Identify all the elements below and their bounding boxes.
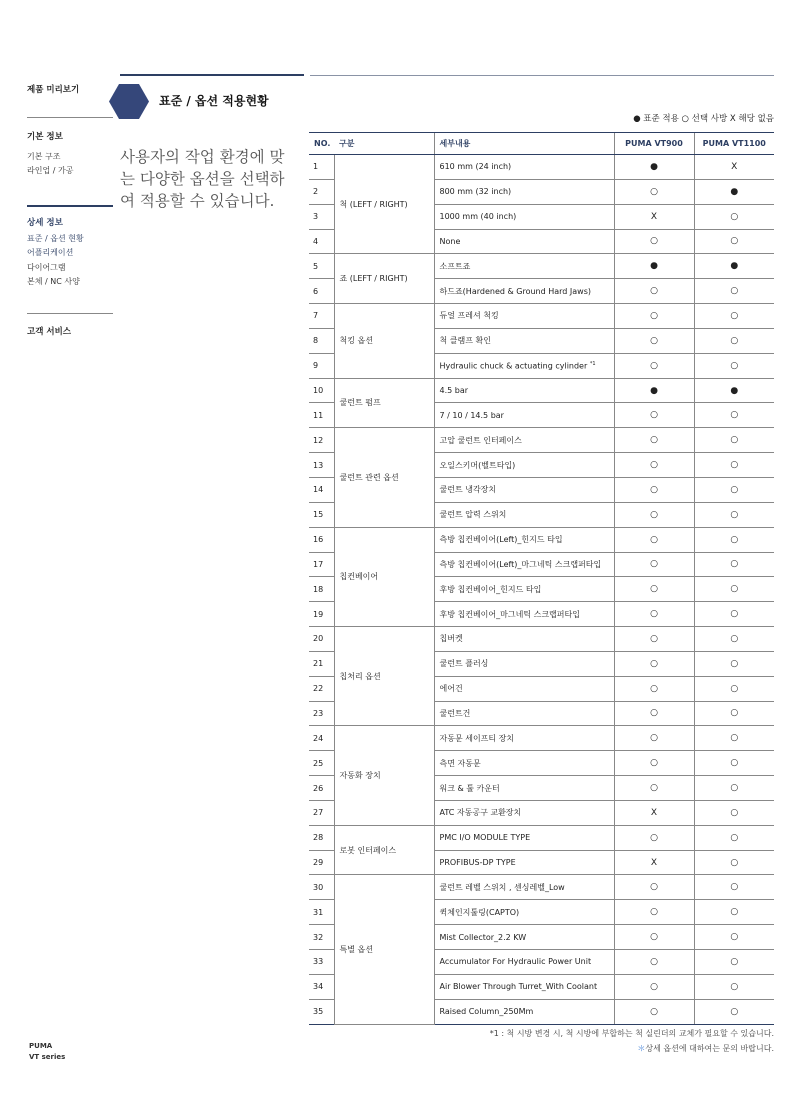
availability-vt1100: ○ xyxy=(694,403,774,428)
availability-vt900: ○ xyxy=(614,527,694,552)
row-detail xyxy=(434,825,614,850)
row-number: 23 xyxy=(309,701,334,726)
availability-vt900: ○ xyxy=(614,304,694,329)
row-category: 칩처리 옵션 xyxy=(334,627,434,726)
availability-vt900: ○ xyxy=(614,179,694,204)
row-detail xyxy=(434,279,614,304)
availability-vt1100: ○ xyxy=(694,974,774,999)
availability-vt1100: ○ xyxy=(694,825,774,850)
availability-vt900: ○ xyxy=(614,403,694,428)
row-number: 26 xyxy=(309,776,334,801)
row-category: 특별 옵션 xyxy=(334,875,434,1024)
legend: ● 표준 적용 ○ 선택 사방 X 해당 없음 xyxy=(633,114,774,124)
row-detail xyxy=(434,900,614,925)
row-number: 30 xyxy=(309,875,334,900)
row-detail-text: 1000 mm (40 inch) xyxy=(439,212,517,222)
table-row xyxy=(309,254,774,279)
row-detail-text: 고압 쿨런트 인터페이스 xyxy=(439,435,522,445)
row-detail-text: PROFIBUS-DP TYPE xyxy=(439,858,516,868)
availability-vt900: ○ xyxy=(614,751,694,776)
row-number: 6 xyxy=(309,279,334,304)
row-detail xyxy=(434,428,614,453)
availability-vt1100: ● xyxy=(694,179,774,204)
table-row xyxy=(309,527,774,552)
star-icon: ＊ xyxy=(637,1044,646,1053)
row-detail-text: 후방 칩컨베이어_힌지드 타입 xyxy=(439,584,542,594)
row-detail-text: Mist Collector_2.2 KW xyxy=(439,932,527,942)
table-row xyxy=(309,726,774,751)
row-detail xyxy=(434,726,614,751)
row-detail-text: 쿨런트 레벨 스위치 , 센싱레벨_Low xyxy=(439,882,565,892)
row-category: 죠 (LEFT / RIGHT) xyxy=(334,254,434,304)
row-category: 칩컨베이어 xyxy=(334,527,434,626)
row-number: 20 xyxy=(309,627,334,652)
row-number: 2 xyxy=(309,179,334,204)
availability-vt900: X xyxy=(614,800,694,825)
row-number: 21 xyxy=(309,651,334,676)
availability-vt900: ○ xyxy=(614,627,694,652)
row-detail xyxy=(434,602,614,627)
table-row xyxy=(309,428,774,453)
row-detail-text: Accumulator For Hydraulic Power Unit xyxy=(439,957,592,967)
row-detail-text: None xyxy=(439,236,461,246)
availability-vt900: ○ xyxy=(614,974,694,999)
row-detail xyxy=(434,477,614,502)
availability-vt900: ○ xyxy=(614,453,694,478)
row-detail-text: 측방 칩컨베이어(Left)_마그네틱 스크랩퍼타입 xyxy=(439,559,602,569)
row-detail-text: 쿨런트 냉각장치 xyxy=(439,485,497,495)
row-detail xyxy=(434,701,614,726)
table-row xyxy=(309,875,774,900)
sidebar-section-detail[interactable]: 상세 정보 xyxy=(27,218,63,228)
availability-vt1100: ○ xyxy=(694,552,774,577)
brand-name: PUMA xyxy=(29,1042,53,1050)
row-detail-text: 칩버켓 xyxy=(439,634,463,644)
sidebar-section-customer[interactable]: 고객 서비스 xyxy=(27,327,72,337)
row-detail xyxy=(434,751,614,776)
row-number: 32 xyxy=(309,925,334,950)
row-detail xyxy=(434,378,614,403)
availability-vt1100: ○ xyxy=(694,304,774,329)
row-number: 14 xyxy=(309,477,334,502)
availability-vt1100: ○ xyxy=(694,800,774,825)
availability-vt1100: ○ xyxy=(694,502,774,527)
availability-vt1100: ○ xyxy=(694,477,774,502)
availability-vt900: ○ xyxy=(614,502,694,527)
row-detail xyxy=(434,254,614,279)
availability-vt1100: ○ xyxy=(694,676,774,701)
row-detail xyxy=(434,502,614,527)
availability-vt1100: ○ xyxy=(694,875,774,900)
row-number: 34 xyxy=(309,974,334,999)
row-number: 19 xyxy=(309,602,334,627)
row-detail xyxy=(434,552,614,577)
availability-vt1100: ○ xyxy=(694,453,774,478)
row-detail xyxy=(434,229,614,254)
availability-vt900: ○ xyxy=(614,552,694,577)
availability-vt900: ○ xyxy=(614,701,694,726)
row-category: 쿨런트 펌프 xyxy=(334,378,434,428)
availability-vt1100: ○ xyxy=(694,229,774,254)
row-number: 28 xyxy=(309,825,334,850)
hexagon-icon xyxy=(109,84,149,119)
row-detail-text: 7 / 10 / 14.5 bar xyxy=(439,410,504,420)
availability-vt1100: ○ xyxy=(694,999,774,1024)
availability-vt1100: ○ xyxy=(694,428,774,453)
row-category: 로봇 인터페이스 xyxy=(334,825,434,875)
footnote-chuck: *1 : 척 시방 변경 시, 척 시방에 부합하는 척 실린더의 교체가 필요할 수 있습니다. xyxy=(489,1029,774,1038)
row-detail xyxy=(434,950,614,975)
row-number: 12 xyxy=(309,428,334,453)
header-detail: 세부내용 xyxy=(434,133,614,155)
availability-vt1100: X xyxy=(694,155,774,180)
row-detail-text: 하드죠(Hardened & Ground Hard Jaws) xyxy=(439,286,592,296)
row-detail xyxy=(434,627,614,652)
table-body xyxy=(309,155,774,1025)
availability-vt900: ○ xyxy=(614,602,694,627)
row-number: 9 xyxy=(309,353,334,378)
row-detail-text: 610 mm (24 inch) xyxy=(439,162,512,172)
row-detail-text: 소프트죠 xyxy=(439,261,471,271)
row-detail-text: 쿨런트 플러싱 xyxy=(439,659,489,669)
availability-vt900: ○ xyxy=(614,900,694,925)
header-no: NO. xyxy=(309,133,334,155)
sidebar-item-diagram[interactable]: 다이어그램 xyxy=(27,263,66,272)
availability-vt900: ○ xyxy=(614,875,694,900)
row-detail xyxy=(434,179,614,204)
page-title: 표준 / 옵션 적용현황 xyxy=(159,94,269,108)
availability-vt1100: ○ xyxy=(694,950,774,975)
row-category: 척 (LEFT / RIGHT) xyxy=(334,155,434,254)
row-detail xyxy=(434,155,614,180)
row-detail-text: 척 클램프 확인 xyxy=(439,336,491,346)
availability-vt1100: ○ xyxy=(694,602,774,627)
availability-vt1100: ○ xyxy=(694,204,774,229)
availability-vt900: ○ xyxy=(614,925,694,950)
availability-vt1100: ○ xyxy=(694,850,774,875)
row-number: 31 xyxy=(309,900,334,925)
row-detail xyxy=(434,527,614,552)
table-row xyxy=(309,825,774,850)
row-detail xyxy=(434,403,614,428)
row-number: 3 xyxy=(309,204,334,229)
availability-vt1100: ○ xyxy=(694,527,774,552)
row-number: 11 xyxy=(309,403,334,428)
row-number: 27 xyxy=(309,800,334,825)
availability-vt900: ○ xyxy=(614,229,694,254)
row-category: 쿨런트 관련 옵션 xyxy=(334,428,434,527)
availability-vt1100: ○ xyxy=(694,328,774,353)
availability-vt1100: ○ xyxy=(694,751,774,776)
row-number: 13 xyxy=(309,453,334,478)
row-number: 8 xyxy=(309,328,334,353)
footnote-inquiry xyxy=(400,1043,774,1054)
availability-vt900: ○ xyxy=(614,825,694,850)
availability-vt1100: ○ xyxy=(694,651,774,676)
row-number: 24 xyxy=(309,726,334,751)
availability-vt900: ○ xyxy=(614,577,694,602)
availability-vt900: ● xyxy=(614,155,694,180)
availability-vt1100: ○ xyxy=(694,279,774,304)
row-detail-text: 오일스키머(벨트타입) xyxy=(439,460,516,470)
row-detail-text: 에어건 xyxy=(439,684,463,694)
row-detail-text: 쿨런트건 xyxy=(439,708,471,718)
row-detail xyxy=(434,974,614,999)
row-detail-text: 워크 & 툴 카운터 xyxy=(439,783,500,793)
row-detail xyxy=(434,999,614,1024)
availability-vt1100: ○ xyxy=(694,701,774,726)
row-detail xyxy=(434,776,614,801)
row-detail-text: 퀵체인지툴링(CAPTO) xyxy=(439,907,520,917)
availability-vt1100: ○ xyxy=(694,776,774,801)
brand-series: VT series xyxy=(29,1053,66,1061)
sidebar-active-divider xyxy=(27,205,113,207)
availability-vt1100: ○ xyxy=(694,353,774,378)
availability-vt900: ○ xyxy=(614,477,694,502)
row-number: 15 xyxy=(309,502,334,527)
row-detail xyxy=(434,204,614,229)
availability-vt900: ○ xyxy=(614,726,694,751)
sidebar-item-standard-options[interactable]: 표준 / 옵션 현황 xyxy=(27,234,84,243)
row-detail-text: 측방 칩컨베이어(Left)_힌지드 타입 xyxy=(439,535,563,545)
row-number: 4 xyxy=(309,229,334,254)
row-number: 5 xyxy=(309,254,334,279)
sidebar-divider xyxy=(27,117,113,118)
intro-text: 사용자의 작업 환경에 맞는 다양한 옵션을 선택하여 적용할 수 있습니다. xyxy=(120,148,285,210)
row-detail xyxy=(434,676,614,701)
availability-vt1100: ○ xyxy=(694,577,774,602)
row-detail-text: 듀얼 프레셔 척킹 xyxy=(439,311,499,321)
row-detail xyxy=(434,925,614,950)
header-vt900: PUMA VT900 xyxy=(614,133,694,155)
options-table xyxy=(309,132,774,1025)
availability-vt900: X xyxy=(614,204,694,229)
header-vt1100: PUMA VT1100 xyxy=(694,133,774,155)
row-detail xyxy=(434,577,614,602)
row-category: 자동화 장치 xyxy=(334,726,434,825)
table-row xyxy=(309,155,774,180)
availability-vt900: ● xyxy=(614,254,694,279)
availability-vt900: ○ xyxy=(614,353,694,378)
availability-vt1100: ○ xyxy=(694,925,774,950)
brand-label xyxy=(29,1041,65,1063)
row-detail-text: 쿨런트 압력 스위치 xyxy=(439,510,507,520)
sidebar-section-basic[interactable]: 기본 정보 xyxy=(27,132,63,142)
availability-vt1100: ○ xyxy=(694,900,774,925)
availability-vt900: ○ xyxy=(614,950,694,975)
availability-vt1100: ○ xyxy=(694,627,774,652)
availability-vt1100: ○ xyxy=(694,726,774,751)
availability-vt900: ○ xyxy=(614,651,694,676)
sidebar-item-lineup[interactable]: 라인업 / 가공 xyxy=(27,166,74,175)
row-detail-text: 측면 자동문 xyxy=(439,758,481,768)
availability-vt900: ● xyxy=(614,378,694,403)
row-detail-text: Hydraulic chuck & actuating cylinder xyxy=(439,361,588,371)
row-number: 33 xyxy=(309,950,334,975)
row-detail xyxy=(434,353,614,378)
row-category: 척킹 옵션 xyxy=(334,304,434,379)
availability-vt900: ○ xyxy=(614,428,694,453)
row-number: 22 xyxy=(309,676,334,701)
row-number: 29 xyxy=(309,850,334,875)
table-row xyxy=(309,378,774,403)
table-row xyxy=(309,627,774,652)
row-detail-text: 자동문 세이프티 장치 xyxy=(439,733,515,743)
header-accent-line xyxy=(120,74,304,76)
row-detail-text: 후방 칩컨베이어_마그네틱 스크랩퍼타입 xyxy=(439,609,580,619)
sidebar-item-basic-structure[interactable]: 기본 구조 xyxy=(27,152,61,161)
availability-vt900: ○ xyxy=(614,279,694,304)
row-detail xyxy=(434,651,614,676)
availability-vt900: ○ xyxy=(614,999,694,1024)
row-detail xyxy=(434,850,614,875)
row-detail xyxy=(434,304,614,329)
header-category: 구분 xyxy=(334,133,434,155)
header-rule xyxy=(310,75,774,76)
row-detail-text: 800 mm (32 inch) xyxy=(439,187,512,197)
footnote-inquiry-text: 상세 옵션에 대하여는 문의 바랍니다. xyxy=(645,1044,774,1053)
availability-vt900: ○ xyxy=(614,776,694,801)
row-detail-text: Air Blower Through Turret_With Coolant xyxy=(439,982,598,992)
row-detail-text: 4.5 bar xyxy=(439,386,469,396)
sidebar-divider xyxy=(27,313,113,314)
row-number: 18 xyxy=(309,577,334,602)
row-detail xyxy=(434,800,614,825)
availability-vt900: ○ xyxy=(614,328,694,353)
availability-vt900: ○ xyxy=(614,676,694,701)
table-row xyxy=(309,304,774,329)
sidebar-item-application[interactable]: 어플리케이션 xyxy=(27,248,74,257)
row-number: 35 xyxy=(309,999,334,1024)
footnote-marker: *1 xyxy=(589,360,596,367)
row-number: 25 xyxy=(309,751,334,776)
availability-vt1100: ● xyxy=(694,254,774,279)
row-number: 1 xyxy=(309,155,334,180)
row-number: 17 xyxy=(309,552,334,577)
row-detail-text: ATC 자동공구 교환장치 xyxy=(439,808,522,818)
row-number: 16 xyxy=(309,527,334,552)
table-header-row xyxy=(309,133,774,155)
availability-vt900: X xyxy=(614,850,694,875)
row-number: 10 xyxy=(309,378,334,403)
row-number: 7 xyxy=(309,304,334,329)
sidebar-item-nc-spec[interactable]: 본체 / NC 사양 xyxy=(27,277,80,286)
row-detail xyxy=(434,453,614,478)
row-detail xyxy=(434,328,614,353)
row-detail-text: Raised Column_250Mm xyxy=(439,1007,534,1017)
row-detail-text: PMC I/O MODULE TYPE xyxy=(439,833,531,843)
row-detail xyxy=(434,875,614,900)
availability-vt1100: ● xyxy=(694,378,774,403)
sidebar-section-preview[interactable]: 제품 미리보기 xyxy=(27,85,80,95)
